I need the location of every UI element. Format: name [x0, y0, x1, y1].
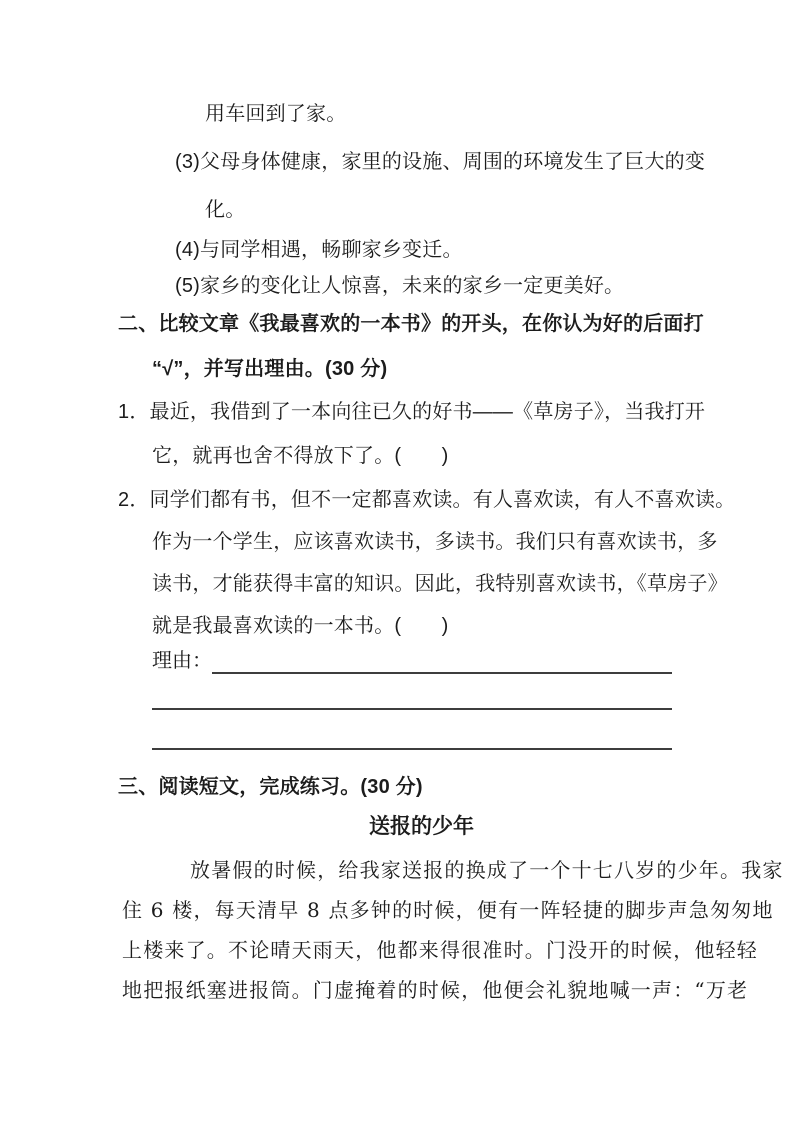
reason-label: 理由：: [152, 650, 212, 672]
passage-title: 送报的少年: [369, 815, 474, 838]
section-two-heading-line1: 二、比较文章《我最喜欢的一本书》的开头，在你认为好的后面打: [118, 313, 704, 335]
reason-blank-line-1: [212, 648, 672, 674]
section-two-heading-line2: “√”，并写出理由。(30 分): [152, 358, 388, 380]
passage-line-3: 上楼来了。不论晴天雨天，他都来得很准时。门没开的时候，他轻轻: [122, 938, 758, 962]
reason-blank-line-2: [152, 708, 672, 710]
passage-line-1: 放暑假的时候，给我家送报的换成了一个十七八岁的少年。我家: [190, 858, 784, 882]
answer-item-3-line1: (3)父母身体健康，家里的设施、周围的环境发生了巨大的变: [175, 151, 706, 173]
section-three-heading: 三、阅读短文，完成练习。(30 分): [118, 776, 423, 798]
reason-row: [152, 648, 672, 674]
section-two-item-1-line1: 1．最近，我借到了一本向往已久的好书——《草房子》，当我打开: [118, 401, 706, 423]
answer-item-4: (4)与同学相遇，畅聊家乡变迁。: [175, 239, 463, 261]
passage-line-4: 地把报纸塞进报筒。门虚掩着的时候，他便会礼貌地喊一声：“万老: [122, 978, 749, 1002]
reason-blank-line-3: [152, 748, 672, 750]
section-two-item-2-line4: 就是我最喜欢读的一本书。( ): [152, 615, 449, 637]
answer-item-3-line2: 化。: [205, 199, 246, 221]
section-two-item-2-line1: 2．同学们都有书，但不一定都喜欢读。有人喜欢读，有人不喜欢读。: [118, 489, 736, 511]
section-two-item-2-line3: 读书，才能获得丰富的知识。因此，我特别喜欢读书，《草房子》: [152, 573, 728, 595]
answer-item-5: (5)家乡的变化让人惊喜，未来的家乡一定更美好。: [175, 275, 625, 297]
section-two-item-2-line2: 作为一个学生，应该喜欢读书，多读书。我们只有喜欢读书，多: [152, 531, 718, 553]
answer-carryover-line: 用车回到了家。: [205, 103, 347, 125]
section-two-item-1-line2: 它，就再也舍不得放下了。( ): [152, 445, 449, 467]
passage-line-2: 住 6 楼，每天清早 8 点多钟的时候，便有一阵轻捷的脚步声急匆匆地: [122, 898, 774, 922]
